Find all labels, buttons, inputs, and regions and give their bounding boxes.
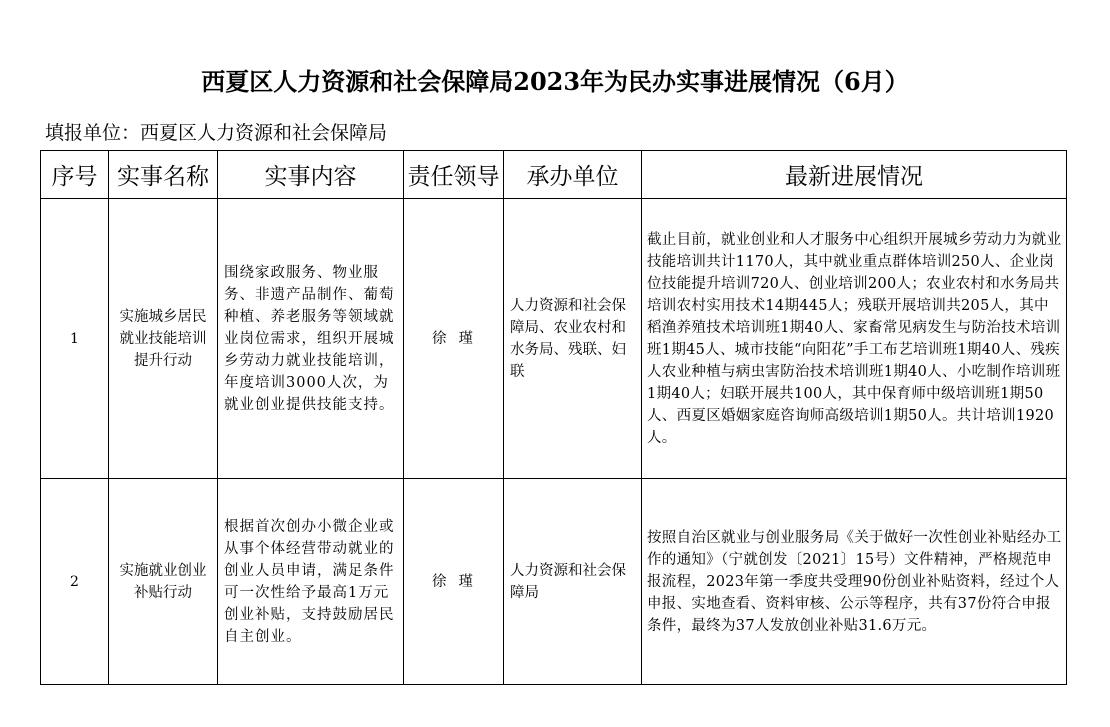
row-content: 围绕家政服务、物业服务、非遗产品制作、葡萄种植、养老服务等领域就业岗位需求，组织开展城乡劳动力就业技能培训，年度培训3000人次，为就业创业提供技能支持。 [218, 199, 404, 479]
row-name: 实施城乡居民就业技能培训提升行动 [109, 199, 218, 479]
row-org: 人力资源和社会保障局、农业农村和水务局、残联、妇联 [504, 199, 642, 479]
header-num: 序号 [41, 151, 109, 199]
row-progress: 截止目前，就业创业和人才服务中心组织开展城乡劳动力为就业技能培训共计1170人，其中就业重点群体培训250人、企业岗位技能提升培训720人、创业培训200人；农业农村和水务局共培训农村实用技术14期445人；残联开展培训共205人，其中稻渔养殖技术培训班1期40人、家畜常见病发生与防治技术培训班1期45人、城市技能“向阳花”手工布艺培训班1期40人、残疾人农业种植与病虫害防治技术培训班1期40人、小吃制作培训班1期40人；妇联开展共100人，其中保育师中级培训班1期50人、西夏区婚姻家庭咨询师高级培训1期50人。共计培训1920人。 [642, 199, 1067, 479]
row-content: 根据首次创办小微企业或从事个体经营带动就业的创业人员申请，满足条件可一次性给予最高1万元创业补贴，支持鼓励居民自主创业。 [218, 479, 404, 685]
header-name: 实事名称 [109, 151, 218, 199]
page-title: 西夏区人力资源和社会保障局2023年为民办实事进展情况（6月） [201, 67, 909, 96]
header-leader: 责任领导 [404, 151, 504, 199]
table-row [41, 479, 1067, 685]
row-name: 实施就业创业补贴行动 [109, 479, 218, 685]
reporting-unit: 填报单位：西夏区人力资源和社会保障局 [45, 122, 388, 144]
row-leader: 徐瑾 [404, 199, 504, 479]
header-content: 实事内容 [218, 151, 404, 199]
header-progress: 最新进展情况 [642, 151, 1067, 199]
progress-table [40, 150, 1067, 685]
row-num: 2 [41, 479, 109, 685]
row-leader: 徐瑾 [404, 479, 504, 685]
table-row [41, 199, 1067, 479]
row-num: 1 [41, 199, 109, 479]
header-org: 承办单位 [504, 151, 642, 199]
table-header-row [41, 151, 1067, 199]
row-org: 人力资源和社会保障局 [504, 479, 642, 685]
row-progress: 按照自治区就业与创业服务局《关于做好一次性创业补贴经办工作的通知》（宁就创发〔2021〕15号）文件精神，严格规范申报流程，2023年第一季度共受理90份创业补贴资料，经过个人申报、实地查看、资料审核、公示等程序，共有37份符合申报条件，最终为37人发放创业补贴31.6万元。 [642, 479, 1067, 685]
